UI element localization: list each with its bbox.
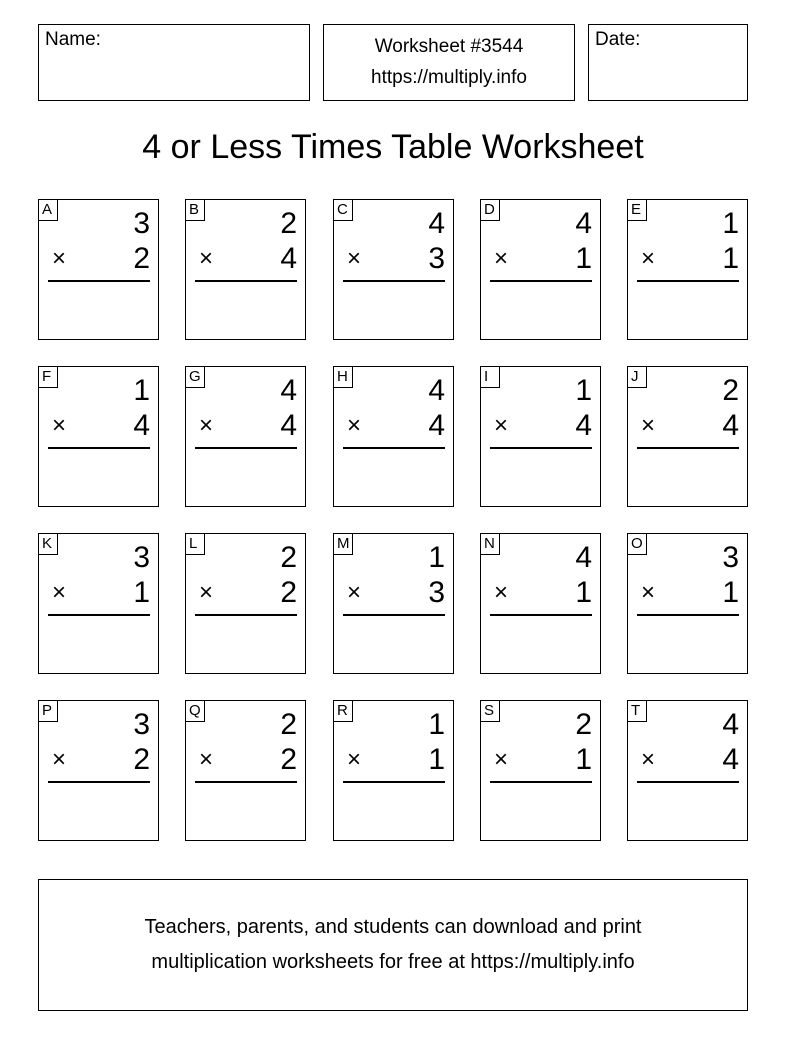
- problem-card[interactable]: [627, 700, 748, 841]
- problem-card[interactable]: [480, 700, 601, 841]
- problem-card[interactable]: [627, 366, 748, 507]
- multiply-sign: ×: [52, 579, 67, 606]
- problem-multiplier: 4: [575, 409, 592, 442]
- problem-card[interactable]: [627, 199, 748, 340]
- multiply-sign: ×: [199, 412, 214, 439]
- problem-multiplicand: 1: [428, 541, 445, 574]
- problem-card[interactable]: [333, 366, 454, 507]
- problem-multiplicand: 4: [575, 207, 592, 240]
- problem-card[interactable]: [38, 700, 159, 841]
- problem-multiplicand: 2: [722, 374, 739, 407]
- answer-line: [48, 447, 150, 449]
- footer-box: [38, 879, 748, 1011]
- problem-card[interactable]: [333, 199, 454, 340]
- multiply-sign: ×: [641, 245, 656, 272]
- answer-line: [637, 781, 739, 783]
- problem-card[interactable]: [333, 533, 454, 674]
- answer-line: [490, 781, 592, 783]
- problem-card[interactable]: [185, 366, 306, 507]
- problem-multiplicand: 1: [133, 374, 150, 407]
- problem-letter: T: [627, 700, 647, 722]
- multiply-sign: ×: [641, 746, 656, 773]
- answer-line: [195, 447, 297, 449]
- problem-multiplicand: 3: [722, 541, 739, 574]
- problem-multiplier: 2: [133, 242, 150, 275]
- name-field[interactable]: [38, 24, 310, 101]
- answer-line: [195, 280, 297, 282]
- problem-letter: S: [480, 700, 500, 722]
- problem-multiplicand: 4: [428, 374, 445, 407]
- problem-card[interactable]: [185, 533, 306, 674]
- multiply-sign: ×: [199, 579, 214, 606]
- problem-card[interactable]: [185, 700, 306, 841]
- multiply-sign: ×: [52, 412, 67, 439]
- problem-multiplier: 2: [280, 743, 297, 776]
- problem-multiplicand: 2: [575, 708, 592, 741]
- answer-line: [195, 614, 297, 616]
- problem-multiplicand: 2: [280, 541, 297, 574]
- problem-multiplier: 4: [280, 409, 297, 442]
- problem-multiplicand: 1: [575, 374, 592, 407]
- problem-card[interactable]: [38, 366, 159, 507]
- problem-multiplier: 1: [133, 576, 150, 609]
- problem-letter: R: [333, 700, 353, 722]
- problem-multiplicand: 4: [575, 541, 592, 574]
- problem-card[interactable]: [185, 199, 306, 340]
- problem-multiplier: 4: [280, 242, 297, 275]
- problem-letter: Q: [185, 700, 205, 722]
- problem-multiplier: 1: [428, 743, 445, 776]
- date-field[interactable]: [588, 24, 748, 101]
- multiply-sign: ×: [494, 245, 509, 272]
- problem-card[interactable]: [480, 533, 601, 674]
- problem-letter: P: [38, 700, 58, 722]
- problem-letter: A: [38, 199, 58, 221]
- multiply-sign: ×: [641, 579, 656, 606]
- problem-card[interactable]: [333, 700, 454, 841]
- problem-letter: J: [627, 366, 647, 388]
- multiply-sign: ×: [494, 746, 509, 773]
- multiply-sign: ×: [347, 245, 362, 272]
- page-title: 4 or Less Times Table Worksheet: [142, 128, 644, 166]
- answer-line: [637, 447, 739, 449]
- problem-letter: K: [38, 533, 58, 555]
- problem-letter: I: [480, 366, 500, 388]
- problem-letter: N: [480, 533, 500, 555]
- problem-multiplicand: 4: [722, 708, 739, 741]
- problem-letter: L: [185, 533, 205, 555]
- problem-letter: O: [627, 533, 647, 555]
- problem-card[interactable]: [480, 199, 601, 340]
- multiply-sign: ×: [641, 412, 656, 439]
- problem-multiplier: 3: [428, 242, 445, 275]
- problem-multiplicand: 3: [133, 541, 150, 574]
- problem-multiplier: 4: [133, 409, 150, 442]
- problem-letter: B: [185, 199, 205, 221]
- problem-multiplier: 1: [575, 242, 592, 275]
- problem-multiplier: 3: [428, 576, 445, 609]
- footer-line-1: Teachers, parents, and students can download and print: [144, 916, 642, 938]
- answer-line: [195, 781, 297, 783]
- problem-card[interactable]: [480, 366, 601, 507]
- problem-card[interactable]: [627, 533, 748, 674]
- answer-line: [48, 614, 150, 616]
- problem-multiplier: 1: [722, 576, 739, 609]
- problem-multiplier: 4: [722, 743, 739, 776]
- answer-line: [343, 280, 445, 282]
- problem-letter: G: [185, 366, 205, 388]
- problem-letter: M: [333, 533, 353, 555]
- problem-multiplier: 4: [722, 409, 739, 442]
- problem-multiplier: 2: [133, 743, 150, 776]
- multiply-sign: ×: [494, 579, 509, 606]
- problem-letter: H: [333, 366, 353, 388]
- problem-multiplicand: 1: [722, 207, 739, 240]
- answer-line: [490, 280, 592, 282]
- problem-multiplicand: 2: [280, 207, 297, 240]
- answer-line: [637, 280, 739, 282]
- multiply-sign: ×: [199, 245, 214, 272]
- problem-multiplicand: 3: [133, 207, 150, 240]
- answer-line: [48, 781, 150, 783]
- answer-line: [343, 614, 445, 616]
- problem-card[interactable]: [38, 199, 159, 340]
- worksheet-id: Worksheet #3544: [374, 36, 524, 57]
- problem-letter: D: [480, 199, 500, 221]
- problem-letter: C: [333, 199, 353, 221]
- answer-line: [343, 781, 445, 783]
- problem-multiplier: 4: [428, 409, 445, 442]
- footer-line-2: multiplication worksheets for free at https://multiply.info: [151, 951, 635, 973]
- multiply-sign: ×: [52, 245, 67, 272]
- problem-multiplicand: 4: [280, 374, 297, 407]
- multiply-sign: ×: [52, 746, 67, 773]
- multiply-sign: ×: [199, 746, 214, 773]
- problem-multiplicand: 3: [133, 708, 150, 741]
- multiply-sign: ×: [494, 412, 509, 439]
- name-label: Name:: [45, 29, 101, 50]
- site-url: https://multiply.info: [371, 67, 527, 88]
- problem-multiplier: 2: [280, 576, 297, 609]
- problem-card[interactable]: [38, 533, 159, 674]
- multiply-sign: ×: [347, 579, 362, 606]
- answer-line: [48, 280, 150, 282]
- problem-multiplier: 1: [722, 242, 739, 275]
- problem-multiplier: 1: [575, 743, 592, 776]
- problem-multiplier: 1: [575, 576, 592, 609]
- problem-multiplicand: 2: [280, 708, 297, 741]
- multiply-sign: ×: [347, 746, 362, 773]
- problem-multiplicand: 4: [428, 207, 445, 240]
- date-label: Date:: [595, 29, 641, 50]
- answer-line: [490, 614, 592, 616]
- answer-line: [490, 447, 592, 449]
- worksheet-info-box: [323, 24, 575, 101]
- problem-multiplicand: 1: [428, 708, 445, 741]
- multiply-sign: ×: [347, 412, 362, 439]
- problem-letter: F: [38, 366, 58, 388]
- problem-letter: E: [627, 199, 647, 221]
- answer-line: [343, 447, 445, 449]
- answer-line: [637, 614, 739, 616]
